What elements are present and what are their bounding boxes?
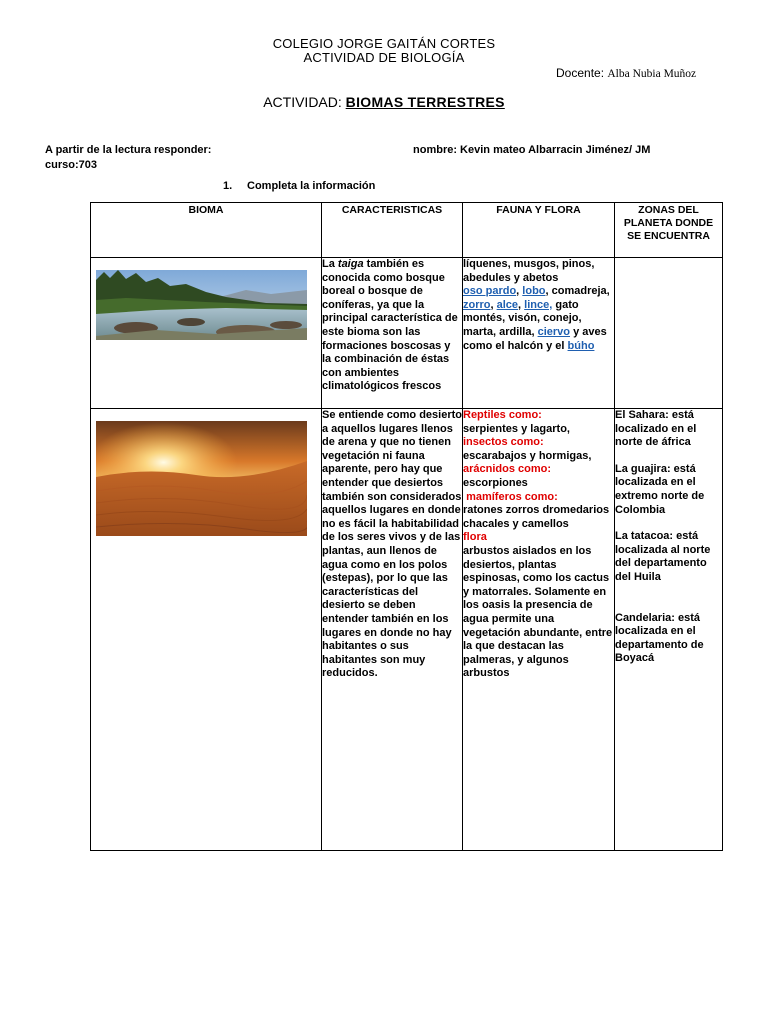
school-name: COLEGIO JORGE GAITÁN CORTES — [272, 36, 496, 51]
teacher-label: Docente: — [556, 66, 605, 80]
course-label: curso:703 — [45, 159, 97, 171]
desert-zones — [615, 409, 723, 851]
question-text: Completa la información — [247, 180, 376, 192]
reptiles-label: Reptiles como: — [463, 409, 542, 421]
activity-topic: BIOMAS TERRESTRES — [345, 94, 505, 110]
zone-guajira: La guajira: está localizada en el extremo norte de Colombia — [615, 462, 705, 516]
header-bioma: BIOMA — [91, 203, 322, 258]
table-header-row — [91, 203, 723, 258]
desert-fauna-flora: Reptiles como: serpientes y lagarto, insectos como: escarabajos y hormigas, arácnidos como: escorpiones mamíferos como: ratones zorros dromedarios chacales y camellos flora arbustos aislados en los desiertos, plantas espinosas, como los cactus y matorrales. Solamente en los oasis la presencia de agua permite una vegetación abundante, entre la que destacan las palmeras, y algunos arbustos — [463, 409, 615, 851]
header-caracteristicas: CARACTERISTICAS — [322, 203, 463, 258]
activity-title — [0, 94, 768, 110]
table-row-desert — [91, 409, 723, 851]
header-zonas: ZONAS DEL PLANETA DONDE SE ENCUENTRA — [615, 203, 723, 258]
header-fauna-flora: FAUNA Y FLORA — [463, 203, 615, 258]
link-zorro[interactable]: zorro — [463, 298, 491, 311]
taiga-characteristics: La taiga también es conocida como bosque boreal o bosque de coníferas, ya que la principal característica de este bioma son las formaciones boscosas y la combinación de éstas con ambientes climatológicos frescos — [322, 258, 463, 409]
link-buho[interactable]: búho — [567, 339, 595, 352]
link-alce[interactable]: alce — [496, 298, 519, 311]
zone-sahara: El Sahara: está localizado en el norte de áfrica — [615, 409, 697, 449]
taiga-word: taiga — [337, 258, 364, 270]
desert-image-cell — [91, 409, 322, 851]
arachnids-label: arácnidos como: — [463, 463, 552, 476]
taiga-zones — [615, 258, 723, 409]
subject-name: ACTIVIDAD DE BIOLOGÍA — [303, 50, 465, 65]
link-lobo[interactable]: lobo — [522, 285, 546, 298]
teacher-line — [556, 66, 696, 80]
forest-river-photo — [96, 270, 307, 340]
table-row-taiga — [91, 258, 723, 409]
teacher-name: Alba Nubia Muñoz — [607, 68, 697, 80]
school-header — [0, 37, 768, 65]
activity-prefix: ACTIVIDAD: — [263, 94, 342, 110]
zone-tatacoa: La tatacoa: está localizada al norte del departamento del Huila — [615, 530, 711, 583]
biomes-table — [90, 202, 723, 851]
flora-label: flora — [463, 531, 487, 544]
taiga-fauna-flora: líquenes, musgos, pinos, abedules y abetos oso pardo, lobo, comadreja, zorro, alce, lince, gato montés, visón, conejo, marta, ardilla, ciervo y aves como el halcón y el búho — [463, 258, 615, 409]
instruction-text: A partir de la lectura responder: — [45, 144, 212, 156]
question-1 — [223, 180, 375, 192]
question-number: 1. — [223, 180, 233, 192]
insects-label: insectos como: — [463, 436, 544, 449]
zone-candelaria: Candelaria: está localizada en el departamento de Boyacá — [615, 611, 704, 665]
desert-characteristics: Se entiende como desierto a aquellos lugares llenos de arena y que no tienen vegetación ni fauna aparente, pero hay que entender que desiertos también son considerados aquellos lugares en donde no es fácil la habitabilidad de los seres vivos y de las plantas, aun llenos de agua como en los polos (estepas), por lo que las características del desierto se deben entender también en los lugares en donde no hay habitantes o sus habitantes son muy reducidos. — [322, 409, 463, 851]
link-oso-pardo[interactable]: oso pardo — [463, 285, 517, 298]
link-ciervo[interactable]: ciervo — [537, 325, 571, 338]
link-lince[interactable]: lince, — [524, 298, 553, 311]
student-name: nombre: Kevin mateo Albarracin Jiménez/ JM — [413, 144, 651, 156]
mammals-label: mamíferos como: — [466, 490, 558, 503]
taiga-image-cell — [91, 258, 322, 409]
desert-dunes-photo — [96, 421, 307, 536]
